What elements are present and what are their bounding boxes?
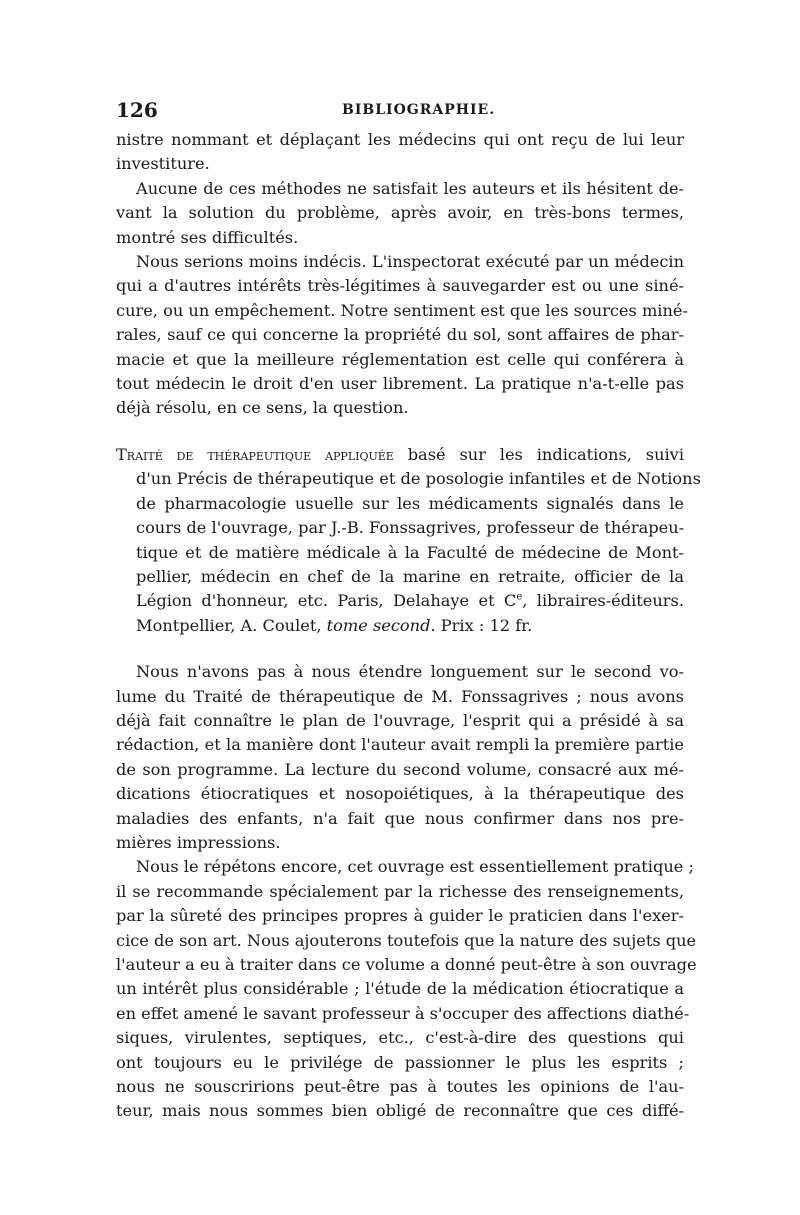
text-line: siques, virulentes, septiques, etc., c'est-à-dire des questions qui <box>116 1028 684 1048</box>
text-line: vant la solution du problème, après avoir, en très-bons termes, <box>116 203 684 223</box>
citation-title: Traité de thérapeutique appliquée <box>116 444 394 464</box>
text-line: rales, sauf ce qui concerne la propriété du sol, sont affaires de phar- <box>116 325 684 345</box>
text-line: nous ne souscririons peut-être pas à toutes les opinions de l'au- <box>116 1077 684 1097</box>
text-line: tique et de matière médicale à la Faculté de médecine de Mont- <box>136 542 684 562</box>
text-line: d'un Précis de thérapeutique et de posologie infantiles et de Notions <box>136 469 701 489</box>
text-line: en effet amené le savant professeur à s'occuper des affections diathé- <box>116 1003 690 1023</box>
text-line: tout médecin le droit d'en user librement. La pratique n'a-t-elle pas <box>116 374 684 394</box>
text-line: déjà fait connaître le plan de l'ouvrage, l'esprit qui a présidé à sa <box>116 710 684 730</box>
text-line: déjà résolu, en ce sens, la question. <box>116 398 409 418</box>
company-superscript: e <box>516 591 523 603</box>
text-line: investiture. <box>116 154 210 174</box>
citation-price-line <box>136 614 684 638</box>
text-line: lume du Traité de thérapeutique de M. Fonssagrives ; nous avons <box>116 686 684 706</box>
text-line: macie et que la meilleure réglementation est celle qui conférera à <box>116 349 684 369</box>
page-number: 126 <box>116 98 158 122</box>
text-line: maladies des enfants, n'a fait que nous confirmer dans nos pre- <box>116 808 684 828</box>
citation-volume: tome second. <box>326 615 436 635</box>
paragraph-block-1 <box>116 128 688 421</box>
text-line: il se recommande spécialement par la richesse des renseignements, <box>116 881 684 901</box>
running-title: BIBLIOGRAPHIE. <box>342 102 496 118</box>
page-header <box>116 98 684 128</box>
text-line: cours de l'ouvrage, par J.-B. Fonssagrives, professeur de thérapeu- <box>136 518 685 538</box>
book-page <box>116 98 701 1124</box>
spacer <box>116 421 684 443</box>
citation-title-rest: basé sur les indications, suivi <box>393 444 685 464</box>
text-line: cure, ou un empêchement. Notre sentiment est que les sources miné- <box>116 300 688 320</box>
citation-title-line <box>116 443 684 467</box>
text-line: nistre nommant et déplaçant les médecins qui ont reçu de lui leur <box>116 130 684 149</box>
text-line: de son programme. La lecture du second volume, consacré aux mé- <box>116 759 684 779</box>
text-line: Nous serions moins indécis. L'inspectorat exécuté par un médecin <box>136 252 684 272</box>
citation-location: Montpellier, A. Coulet, <box>136 615 327 635</box>
text-line: Nous le répétons encore, cet ouvrage est essentiellement pratique ; <box>136 857 694 877</box>
text-line: un intérêt plus considérable ; l'étude de la médication étiocratique a <box>116 979 684 999</box>
spacer <box>116 638 684 660</box>
citation-price: Prix : 12 fr. <box>435 615 533 635</box>
text-line: de pharmacologie usuelle sur les médicaments signalés dans le <box>136 493 684 513</box>
citation-publisher: Légion d'honneur, etc. Paris, Delahaye et C <box>136 591 517 611</box>
paragraph-block-2 <box>116 660 697 1124</box>
text-line: teur, mais nous sommes bien obligé de reconnaître que ces diffé- <box>116 1101 684 1121</box>
text-line: pellier, médecin en chef de la marine en retraite, officier de la <box>136 566 684 586</box>
text-line: mières impressions. <box>116 832 281 852</box>
text-line: Nous n'avons pas à nous étendre longuement sur le second vo- <box>136 662 684 682</box>
text-line: ont toujours eu le privilége de passionner le plus les esprits ; <box>116 1052 684 1072</box>
text-line: Aucune de ces méthodes ne satisfait les auteurs et ils hésitent de- <box>136 178 684 198</box>
citation-publisher-rest: , libraires-éditeurs. <box>522 591 684 611</box>
text-line: l'auteur a eu à traiter dans ce volume a donné peut-être à son ouvrage <box>116 955 697 974</box>
text-line: cice de son art. Nous ajouterons toutefois que la nature des sujets que <box>116 930 697 950</box>
text-line: rédaction, et la manière dont l'auteur avait rempli la première partie <box>116 735 684 755</box>
citation-publisher-line <box>136 589 684 613</box>
text-line: dications étiocratiques et nosopoiétiques, à la thérapeutique des <box>116 784 684 804</box>
book-citation <box>116 443 701 638</box>
text-line: qui a d'autres intérêts très-légitimes à sauvegarder est ou une siné- <box>116 276 684 296</box>
text-line: par la sûreté des principes propres à guider le praticien dans l'exer- <box>116 906 684 926</box>
text-line: montré ses difficultés. <box>116 227 299 247</box>
